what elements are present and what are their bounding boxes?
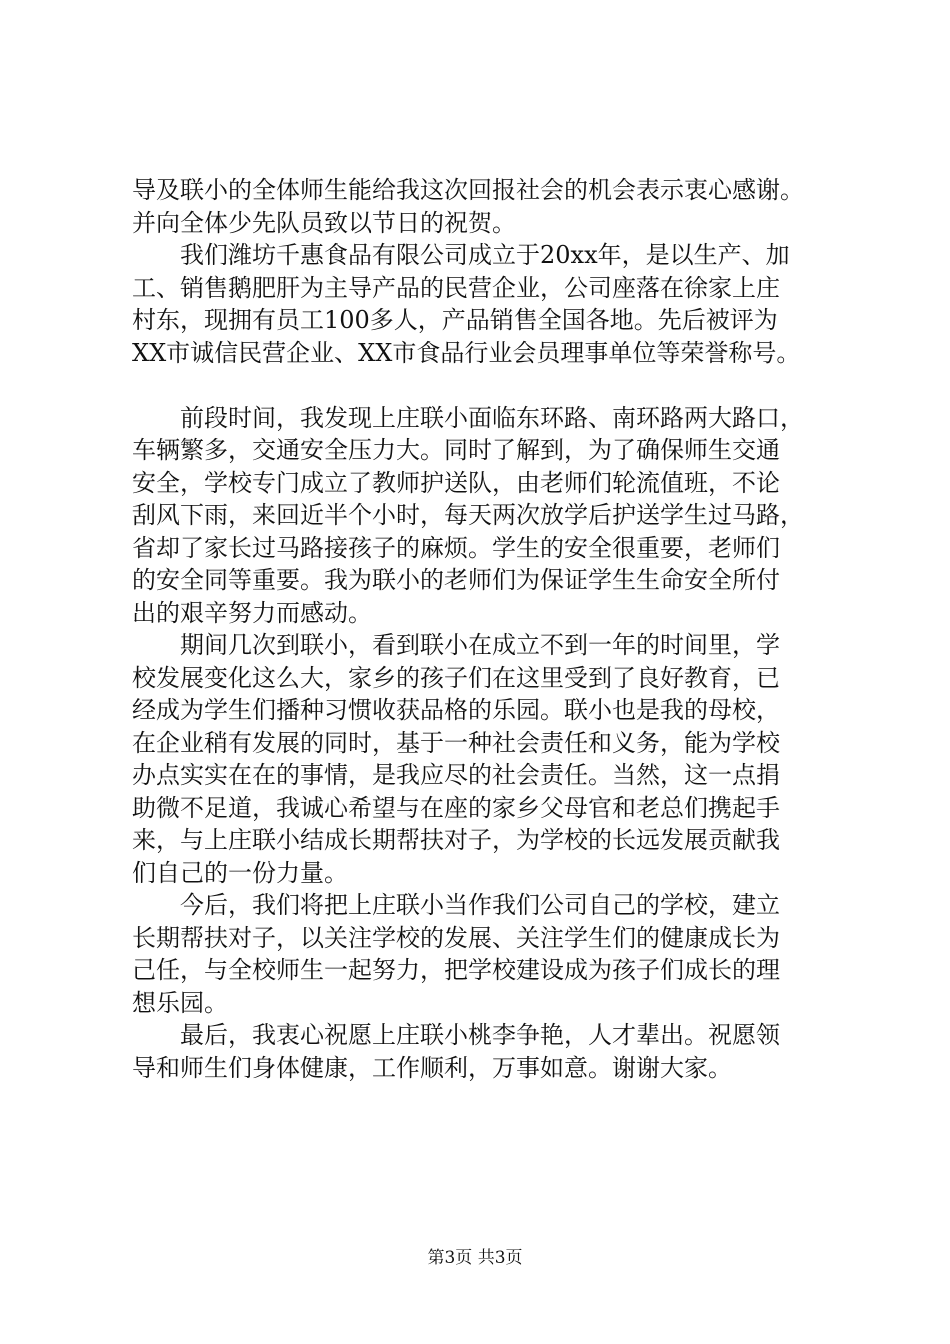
paragraph-company-intro: 我们潍坊千惠食品有限公司成立于20xx年，是以生产、加 工、销售鹅肥肝为主导产品的民营企业，公司座落在徐家上庄 村东，现拥有员工100多人，产品销售全国各地。先后被评为 XX市诚信民营企业、XX市食品行业会员理事单位等荣誉称号。: [132, 241, 801, 367]
page-number-footer: 第3页 共3页: [427, 1248, 523, 1268]
paragraph-traffic-safety: 前段时间，我发现上庄联小面临东环路、南环路两大路口， 车辆繁多，交通安全压力大。同时了解到，为了确保师生交通 安全，学校专门成立了教师护送队，由老师们轮流值班，不论 刮风下雨，来回近半个小时，每天两次放学后护送学生过马路， 省却了家长过马路接孩子的麻烦。学生的安全很重要，老师们 的安全同等重要。我为联小的老师们为保证学生生命安全所付 出的艰辛努力而感动。: [132, 403, 804, 627]
document-body: [132, 174, 832, 1084]
paragraph-closing-thanks: 导及联小的全体师生能给我这次回报社会的机会表示衷心感谢。 并向全体少先队员致以节日的祝贺。: [132, 176, 804, 237]
paragraph-future-plans: 今后，我们将把上庄联小当作我们公司自己的学校，建立 长期帮扶对子，以关注学校的发展、关注学生们的健康成长为 己任，与全校师生一起努力，把学校建设成为孩子们成长的理 想乐园。: [132, 891, 780, 1017]
paragraph-final-wishes: 最后，我衷心祝愿上庄联小桃李争艳，人才辈出。祝愿领 导和师生们身体健康，工作顺利，万事如意。谢谢大家。: [132, 1021, 780, 1082]
paragraph-school-visit: 期间几次到联小，看到联小在成立不到一年的时间里，学 校发展变化这么大，家乡的孩子们在这里受到了良好教育，已 经成为学生们播种习惯收获品格的乐园。联小也是我的母校， 在企业稍有发展的同时，基于一种社会责任和义务，能为学校 办点实实在在的事情，是我应尽的社会责任。当然，这一点捐 助微不足道，我诚心希望与在座的家乡父母官和老总们携起手 来，与上庄联小结成长期帮扶对子，为学校的长远发展贡献我 们自己的一份力量。: [132, 631, 780, 887]
paragraph-spacer: [132, 369, 832, 402]
